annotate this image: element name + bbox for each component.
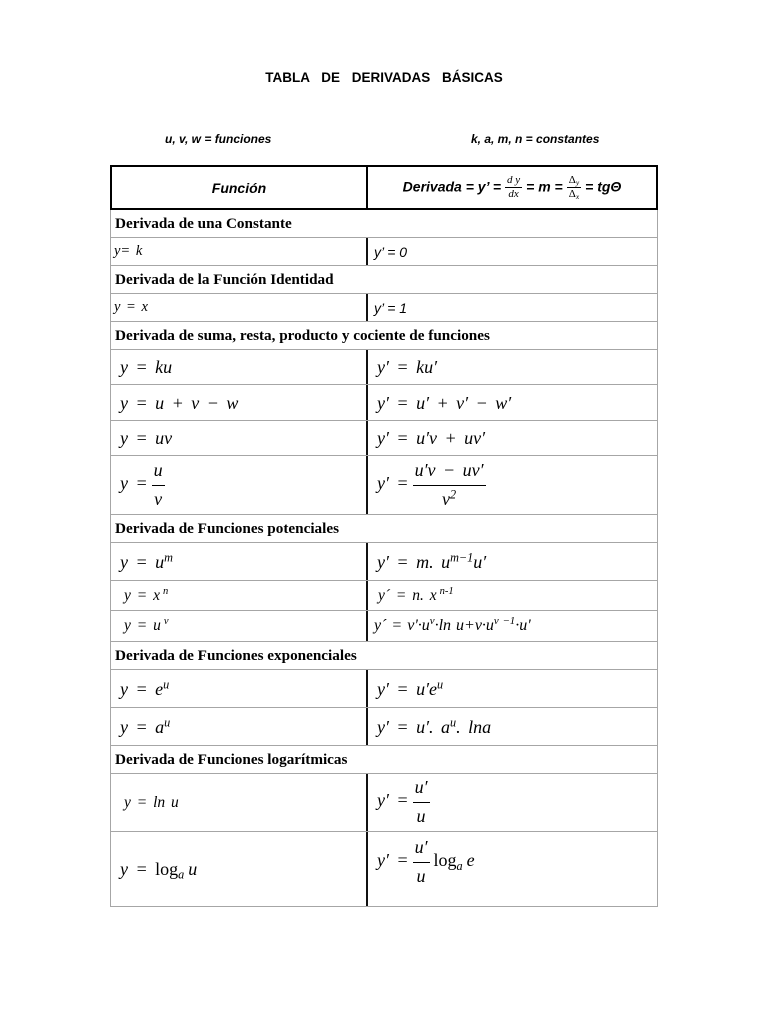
formula-tail: u′ <box>473 551 487 572</box>
header-function-label: Función <box>211 179 267 196</box>
legend-constants: k, a, m, n = constantes <box>471 132 600 146</box>
exponent: u <box>450 714 457 729</box>
header-function-cell <box>112 167 366 208</box>
fraction <box>413 460 486 510</box>
derivative-cell <box>366 421 657 455</box>
derivative-formula <box>377 460 490 510</box>
function-formula: y = uv <box>120 428 173 448</box>
derivative-label: Derivada <box>402 178 462 195</box>
denominator <box>567 187 581 201</box>
formula-lhs: y′ = <box>377 790 409 811</box>
formula-lhs: y′ = <box>377 473 409 494</box>
section-power <box>110 515 658 543</box>
derivative-formula: y’ = 0 <box>374 243 408 260</box>
function-cell <box>111 350 366 384</box>
section-label: Derivada de Funciones potenciales <box>115 519 340 537</box>
exponent: v <box>429 615 435 628</box>
derivative-cell <box>366 543 657 580</box>
exponent: v <box>163 616 169 628</box>
formula-tail: ·u' <box>515 617 531 634</box>
derivative-formula <box>378 587 454 605</box>
formula-base: y′ = u′e <box>377 678 437 699</box>
row-identity <box>110 294 658 322</box>
function-formula <box>120 859 198 882</box>
exponent: m−1 <box>450 549 474 564</box>
row-x-pow-n <box>110 581 658 611</box>
derivative-cell <box>366 581 657 610</box>
row-e-pow-u <box>110 670 658 708</box>
table-header <box>110 165 658 210</box>
log-argument: u <box>188 859 198 879</box>
numerator <box>567 174 581 187</box>
section-logarithmic <box>110 746 658 774</box>
derivative-formula: y′ = u′v + uv′ <box>377 428 486 448</box>
numerator: u′ <box>414 836 428 857</box>
dy-dx-fraction <box>505 174 522 201</box>
section-exponential <box>110 642 658 670</box>
section-label: Derivada de Funciones logarítmicas <box>115 750 348 768</box>
formula-lhs: y = <box>120 859 148 879</box>
numerator: d y <box>507 173 521 186</box>
exponent: m <box>164 549 173 564</box>
formula-lhs: y′ = <box>377 850 409 871</box>
formula-base: y = u <box>120 551 165 572</box>
log-operator: log <box>433 850 457 871</box>
fraction <box>413 777 430 827</box>
function-cell <box>111 611 366 641</box>
function-formula: y = u + v − w <box>120 392 239 413</box>
delta-fraction <box>567 174 581 201</box>
derivative-cell <box>366 611 657 641</box>
exponent: 2 <box>450 486 457 501</box>
section-identity <box>110 266 658 294</box>
function-formula: y= k <box>114 243 143 259</box>
derivatives-table <box>110 165 658 907</box>
function-formula <box>120 460 169 510</box>
subscript: y <box>575 178 580 188</box>
row-u-plus-v-minus-w <box>110 385 658 421</box>
derivative-definition <box>403 174 622 201</box>
function-cell <box>111 832 366 906</box>
header-derivative-cell <box>366 167 656 208</box>
log-argument: e <box>466 850 475 871</box>
row-uv <box>110 421 658 456</box>
exponent: u <box>163 676 170 691</box>
derivative-eq-tg: = tgΘ <box>585 178 622 195</box>
function-formula <box>120 676 170 699</box>
derivative-formula <box>374 617 531 635</box>
formula-base: y = u <box>124 617 161 634</box>
formula-base: y = a <box>120 716 165 737</box>
derivative-formula <box>377 549 487 572</box>
function-cell <box>111 774 366 831</box>
function-cell <box>111 543 366 580</box>
row-ku <box>110 350 658 385</box>
log-base: a <box>456 858 463 873</box>
formula-middle: ·ln u+v·u <box>434 617 494 634</box>
section-constant <box>110 210 658 238</box>
derivative-cell <box>366 832 657 906</box>
denominator: dx <box>505 187 522 201</box>
function-formula <box>120 714 171 737</box>
function-formula: y = ku <box>120 357 173 377</box>
function-formula: y = ln u <box>124 793 179 811</box>
denominator: v <box>152 485 165 511</box>
function-cell <box>111 670 366 707</box>
function-formula <box>124 617 169 635</box>
formula-base: y = x <box>124 586 160 604</box>
formula-base: y′ = m. u <box>377 551 451 572</box>
function-cell <box>111 385 366 420</box>
row-log-a-u <box>110 832 658 907</box>
formula-base: y = e <box>120 678 164 699</box>
exponent: n-1 <box>439 585 454 597</box>
fraction <box>413 837 430 887</box>
function-cell <box>111 708 366 745</box>
denominator: u <box>413 862 430 888</box>
page-title: TABLA DE DERIVADAS BÁSICAS <box>265 70 503 85</box>
derivative-formula <box>377 676 444 699</box>
delta-symbol: Δ <box>568 188 576 200</box>
numerator: u′v − uv′ <box>414 459 484 480</box>
exponent: u <box>437 676 444 691</box>
denominator <box>413 485 486 511</box>
numerator: u′ <box>414 777 428 798</box>
formula-lhs: y = <box>120 473 148 494</box>
formula-base: y´ = v'·u <box>374 617 430 634</box>
row-a-pow-u <box>110 708 658 746</box>
derivative-formula <box>377 714 492 737</box>
derivative-formula: y’ = 1 <box>374 299 408 316</box>
function-formula: y = x <box>114 299 148 315</box>
row-u-pow-v <box>110 611 658 642</box>
function-formula <box>120 549 173 572</box>
subscript: x <box>575 192 580 202</box>
derivative-cell <box>366 670 657 707</box>
exponent: u <box>164 714 171 729</box>
derivative-cell <box>366 708 657 745</box>
derivative-cell <box>366 294 657 321</box>
section-label: Derivada de Funciones exponenciales <box>115 646 357 664</box>
function-cell <box>111 294 366 321</box>
section-label: Derivada de una Constante <box>115 214 292 232</box>
section-sum-product-quotient <box>110 322 658 350</box>
legend-functions: u, v, w = funciones <box>165 132 272 146</box>
function-formula <box>124 587 168 605</box>
log-operator: log <box>155 859 179 879</box>
function-cell <box>111 238 366 265</box>
derivative-formula: y′ = u′ + v′ − w′ <box>377 392 512 413</box>
fraction <box>152 460 165 510</box>
derivative-formula: y′ = ku′ <box>377 357 437 377</box>
row-constant <box>110 238 658 266</box>
function-cell <box>111 456 366 514</box>
section-label: Derivada de suma, resta, producto y cociente de funciones <box>115 326 490 344</box>
derivative-cell <box>366 350 657 384</box>
derivative-cell <box>366 456 657 514</box>
derivative-cell <box>366 385 657 420</box>
row-ln-u <box>110 774 658 832</box>
exponent: n <box>162 585 169 597</box>
derivative-eq-m: = m = <box>526 178 563 195</box>
formula-base: y´ = n. x <box>378 586 437 604</box>
log-base: a <box>178 867 185 882</box>
formula-base: y′ = u′. a <box>377 716 451 737</box>
numerator: u <box>153 459 163 480</box>
section-label: Derivada de la Función Identidad <box>115 270 334 288</box>
denominator: u <box>413 802 430 828</box>
denominator-base: v <box>442 488 451 509</box>
derivative-cell <box>366 238 657 265</box>
row-u-pow-m <box>110 543 658 581</box>
derivative-eq-y-prime: = y’ = <box>465 178 502 195</box>
function-cell <box>111 421 366 455</box>
derivative-formula <box>377 837 475 887</box>
delta-symbol: Δ <box>568 173 576 186</box>
exponent: v −1 <box>493 615 516 628</box>
derivative-formula <box>377 777 434 827</box>
formula-tail: . lna <box>456 716 492 737</box>
function-cell <box>111 581 366 610</box>
row-u-over-v <box>110 456 658 515</box>
derivative-cell <box>366 774 657 831</box>
